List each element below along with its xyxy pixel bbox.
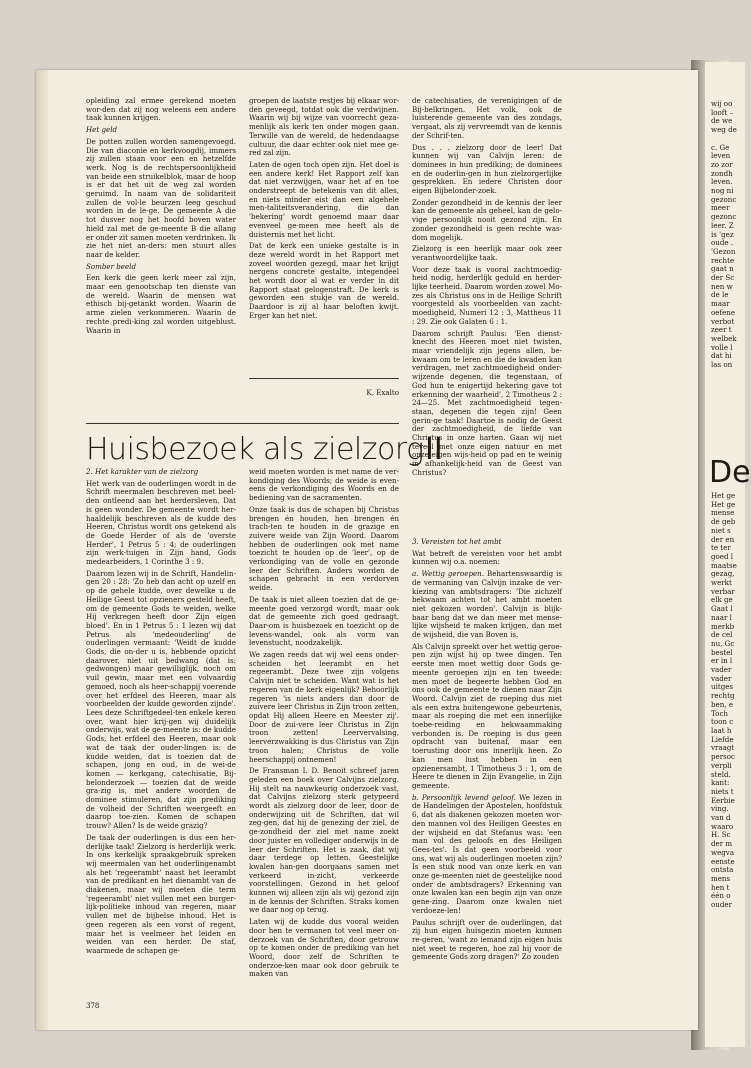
line: oefene xyxy=(711,307,736,317)
line: eenste xyxy=(711,856,735,866)
line: toon c xyxy=(711,717,734,727)
line: Het ge xyxy=(711,491,736,500)
article-part-number: II xyxy=(425,432,443,467)
line: gezonc xyxy=(711,212,737,222)
line: der Sc xyxy=(711,273,735,283)
paragraph: Paulus schrijft over de ouderlingen, dat zij hun eigen huisgezin moeten kunnen re-geren, 'want zo iemand zijn eigen huis niet weet te regeren, hoe zal hij voor de gemeente Gods zorg dragen?' Zo zouden xyxy=(412,917,562,962)
line: verbar xyxy=(711,586,735,596)
line: bestel xyxy=(711,647,733,657)
line: meer xyxy=(711,203,730,213)
divider xyxy=(249,378,399,379)
paragraph: de catechisaties, de verenigingen of de Bij-belkringen. Het volk, ook de luisterende gemeente van des zondags, vergaat, als zij vervreemdt van de kennis der Schrif-ten. xyxy=(412,96,562,140)
line: nu, Gc xyxy=(711,638,735,648)
signature-box xyxy=(249,381,399,397)
line: Eerbie xyxy=(711,795,735,805)
line: Toch xyxy=(711,708,728,718)
line: wegva xyxy=(711,847,735,857)
line: nog ni xyxy=(711,186,734,196)
paragraph: Zielzorg is een heerlijk maar ook zeer verantwoordelijke taak. xyxy=(412,244,562,262)
line: niet s xyxy=(711,525,731,535)
page-number: 378 xyxy=(86,1002,100,1010)
article-title: Huisbezoek als zielzorg xyxy=(86,432,424,467)
line: uitges xyxy=(711,682,734,692)
line: H. Sc xyxy=(711,830,731,840)
line: Liefde xyxy=(711,734,734,744)
subheading-somber-beeld: Somber beeld xyxy=(86,261,136,271)
line: vader xyxy=(711,673,732,683)
line: van d xyxy=(711,813,731,823)
line: ben, e xyxy=(711,699,734,709)
line: vraagt xyxy=(711,743,735,753)
line: werkt xyxy=(711,578,732,588)
line: zo zor xyxy=(711,159,733,169)
line: nen w xyxy=(711,281,733,291)
line: welbek xyxy=(711,333,737,343)
line: elk ge xyxy=(711,595,733,605)
paragraph: Dat de kerk een unieke gestalte is in deze wereld wordt in het Rapport met zoveel woorden gezegd, maar het krijgt nergens concrete gestalte, integendeel het wordt door al wat er verder in dit Rapport staat gelogenstraft. De kerk is geworden een stukje van de wereld. Daardoor is zij al haar beloften kwijt. Erger kan het niet. xyxy=(249,241,399,320)
line: zondh xyxy=(711,168,733,178)
line: er in l xyxy=(711,656,733,666)
line: te ter xyxy=(711,543,731,553)
item-a-text: Behartenswaardig is de vermaning van Calvijn inzake de ver-kiezing van ambtsdragers: 'Die zichzelf bekwaam achten tot het ambt moeten niet gekozen worden'. Calvijn is blijk-baar bang dat we dan meer met mense-lijke wijsheid te maken krijgen, dan met de wijsheid, die van Boven is. xyxy=(412,569,563,640)
line: volle l xyxy=(711,342,733,352)
line: looft – xyxy=(711,107,734,117)
line: ontsta xyxy=(711,865,734,875)
line: leven. xyxy=(711,177,733,187)
paragraph: opleiding zal ermee gerekend moeten wor-den dat zij nog weleens een andere taak kunnen krijgen. xyxy=(86,96,236,123)
line: gezonc xyxy=(711,194,737,204)
line: mense xyxy=(711,508,735,518)
line: gaat n xyxy=(711,264,734,274)
paragraph: groepen de laatste restjes bij elkaar wor-den geveegd, totdat ook die verdwijnen. Waarin wij bij wijze van voorrecht gezа-menlijk als kerk ten onder mogen gaan. Terwille van de wereld, de hedendaagse cultuur, die daar echter ook niet mee ge-red zal zijn. xyxy=(249,96,399,158)
line: de cel xyxy=(711,630,733,640)
subheading-het-geld: Het geld xyxy=(86,125,118,135)
line: leer. Z xyxy=(711,220,734,230)
line: is 'gez xyxy=(711,229,734,239)
paragraph: Zonder gezondheid in de kennis der leer kan de gemeente als geheel, kan de gelo-vige persoonlijk nooit gezond zijn. En zonder gezondheid is geen rechte was-dom mogelijk. xyxy=(412,197,562,242)
paragraph: Daarom lezen wij in de Schrift, Handelin-gen 20 : 28: 'Zo heb dan acht op uzelf en op de gehele kudde, over dewelke u de Heilige Geest tot opzieners gesteld heeft, om de gemeente Gods te weiden, welke Hij verkregen heeft door Zijn eigen bloed'. En in 1 Petrus 5 : 1 lezen wij dat Petrus als 'medeouderling' de ouderlingen vermaant: 'Weidt de kudde Gods, die on-der u is, hebbende opzicht daarover, niet uit bedwang (dat is: gedwongen) maar gewilliglijk, noch om vuil gewin, maar met een volvaardig gemoed, noch als heer-schappij voerende over het erfdeel des Heeren, maar als voorbeelden der kudde geworden zijnde'. Lees deze Schriftgedeel-ten enkele keren over, want hier krij-gen wij duidelijk onderwijs, wat de ge-meente is: de kudde Gods, het erfdeel des Heeren, maar ook wat de taak der ouder-lingen is: de kudde weiden, dat is toezien dat de schapen, jong en oud, in de wei-de komen — kerkgang, catechisatie, Bij-belonderzoek — toezien dat de weide gra-zig is, met andere woorden de dominee stimuleren, dat zijn prediking de volheid der Schriften weergeeft en daarop toe-zien. Komen de schapen trouw? Allen? Is de weide grazig? xyxy=(86,568,236,831)
paragraph: Als Calvijn spreekt over het wettig geroe-pen zijn wijst hij op twee dingen. Ten eerste men moet wettig door Gods ge-meente geroepen zijn en ten tweede: men moet de begeerte hebben God en ons ook de gemeente te dienen naar Zijn Woord. Calvijn ziet de roeping dus niet als een extra buitengewone gebeurtenis, maar als roeping die met een innerlijke toebe-reiding en bekwaammaking verbonden is. De roeping is dus geen opdracht van buitenaf, maar een toerusting door ons innerlijk heen. Zo kan men lust hebben in een opzienersambt, 1 Timotheus 3 : 1, om de Heere te dienen in Zijn Evangelie, in Zijn gemeente. xyxy=(412,641,562,790)
line: ving. xyxy=(711,804,729,814)
paragraph: Onze taak is dus de schapen bij Christus brengen én houden, hen brengen én trach-ten te houden in de grazige en zuivere weide van Zijn Woord. Daarom hebben de ouderlingen ook met name toezicht te houden op de 'leer', op de verkondiging van de volle en gezonde leer der Schriften. Anders worden de schapen gebracht in een verdorven weide. xyxy=(249,504,399,593)
line: gezag, xyxy=(711,569,735,579)
line: Het ge xyxy=(711,499,736,509)
line: de geb xyxy=(711,517,736,527)
paragraph: Voor deze taak is vooral zachtmoedig-heid nodig, herderlijk geduld en herder-lijke teerheid. Daarom worden zowel Mo-zes als Christus ons in de Heilige Schrift voorgesteld als voorbeelden van zacht-moedigheid, Numeri 12 : 3, Mattheus 11 : 29. Zie ook Galaten 6 : 1. xyxy=(412,264,562,326)
main-article-column-3 xyxy=(412,538,562,994)
line: ouder xyxy=(711,900,732,910)
section-heading-2: 2. Het karakter van de zielzorg xyxy=(86,467,199,476)
right-page-text-bottom xyxy=(711,492,741,910)
line: merkb xyxy=(711,621,735,631)
paragraph: Laten de ogen toch open zijn. Het doel is een andere kerk! Het Rapport zelf kan dat niet verzwijgen, waar het af en toe onderstreept de betekenis van dit alles, en niets minder eist dan een algehele men-taliteitsverandering, die dan 'bekering' wordt genoemd maar daar evenveel ge-meen mee heeft als de duisternis met het licht. xyxy=(249,159,399,239)
line: rechte xyxy=(711,255,735,265)
line: rechtg xyxy=(711,691,735,701)
item-a-title: a. Wettig geroepen. xyxy=(412,569,485,579)
line: oude . xyxy=(711,238,734,248)
line: steld. xyxy=(711,769,731,779)
paragraph: De potten zullen worden samengevoegd. Die van diaconie en kerkvoogdij, immers zij zullen staan voor een en hetzelfde werk. Nog is de rechtspersoonlijkheid van beide een struikelblok, maar de hoop is er dat het uit de weg zal worden geruimd. In naam van de solidariteit zullen de vol-le beurzen leeg geschud worden in de le-ge. De gemeente A die tot dusver nog het hoofd boven water hield zal met de ge-meente B die allang er onder zit samen moeten verdrinken. Ik zie het niet an-ders: men stuurt alles naar de kelder. xyxy=(86,136,236,259)
right-page-text-top xyxy=(711,100,741,370)
line: wij oo xyxy=(711,99,733,108)
title-rule xyxy=(86,423,399,424)
paragraph: Een kerk die geen kerk meer zal zijn, maar een genootschap ten dienste van de wereld. Waarin de mensen wat ethisch bij-getankt worden. Waarin de arme zielen verkommeren. Waarin de rechte predi-king zal worden uitgeblust. Waarin in xyxy=(86,273,236,335)
right-page-heading: De xyxy=(709,455,751,490)
paragraph: We zagen reeds dat wij wel eens onder-scheiden het leerambt en het regeerambt. Deze twee zijn volgens Calvijn niet te scheiden. Want wat is het regeren van de kerk eigenlijk? Behoorlijk regeren 'is niets anders dan door de zuivere leer Christus in Zijn troon zetten, opdat Hij alleen Heere en Meester zij'. Door de zui-vere leer Christus in Zijn troon zetten! Leervervalsing, leerverzwakking is dus Christus van Zijn troon halen; Christus de volle heerschappij ontnemen! xyxy=(249,650,399,764)
paragraph: weid moeten worden is met name de ver-kondiging des Woords; de weide is even-eens de verkondiging des Woords en de bediening van de sacramenten. xyxy=(249,467,399,503)
author-signature: K. Exalto xyxy=(366,388,399,397)
paragraph: De taak is niet alleen toezien dat de ge-meente goed verzorgd wordt, maar ook dat de gemeente zich goed gedraagt. Daar-om is huisbezoek en toezicht op de levens-wandel, ook als vorm van levenstucht, noodzakelijk. xyxy=(249,594,399,648)
line: leven xyxy=(711,151,731,161)
line: maatse xyxy=(711,560,737,570)
section-heading-3: 3. Vereisten tot het ambt xyxy=(412,537,502,546)
paragraph: De taak der ouderlingen is dus een her-derlijke taak! Zielzorg is herderlijk werk. In ons kerkelijk spraakgebruik spreken wij meermalen van het ouderlingenambt als het 'regeerambt' naast het leerambt van de predikant en het dienambt van de diakenen, maar wij moeten die term 'regeerambt' niet vullen met een burger-lijk-politieke inhoud van regeren, maar vullen met de bijbelse inhoud. Het is geen regeren als een vorst of regent, maar het is veelmeer het leiden en weiden van een herder. De staf, waarmede de schapen ge- xyxy=(86,832,236,955)
line: c. Ge xyxy=(711,142,730,152)
main-article-column-2 xyxy=(249,468,399,994)
line: waaro xyxy=(711,821,734,831)
paragraph: Daarom schrijft Paulus: 'Een dienst-knecht des Heeren moet niet twisten, maar vriendelijk zijn jegens allen, be-kwaam om te leren en die de kwaden kan verdragen, met zachtmoedigheid onder-wijzende degenen, die tegenstaan, of God hun te enigertijd bekering gave tot erkenning der waarheid', 2 Timotheus 2 : 24—25. Met zachtmoedigheid tegen-staan, degenen die tegen zijn! Geen gerin-ge taak! Daartoe is nodig de Geest der zachtmoedigheid, de liefde van Christus in onze harten. Gaan wij niet teveel met onze eigen natuur en met onze eigen wijs-heid op pad en te weinig in afhankelijk-heid van de Geest van Christus? xyxy=(412,328,562,477)
line: goed l xyxy=(711,551,734,561)
line: de we xyxy=(711,116,733,126)
line: der m xyxy=(711,839,733,849)
paragraph: Wat betreft de vereisten voor het ambt kunnen wij o.a. noemen: xyxy=(412,548,562,567)
line: laat h xyxy=(711,725,732,735)
line: dat hi xyxy=(711,351,732,361)
top-article-column-1 xyxy=(86,97,236,427)
paragraph: Het werk van de ouderlingen wordt in de Schrift meermalen beschreven met beel-den ontleend aan het herdersleven. Dat is geen wonder. De gemeente wordt her-haaldelijk beschreven als de kudde des Heeren, Christus wordt ons getekend als de Goede Herder of als de 'overste Herder', 1 Petrus 5 : 4; de ouderlingen zijn werk-tuigen in Zijn hand, Gods medearbeiders, 1 Corinthe 3 : 9. xyxy=(86,478,236,567)
line: verpli xyxy=(711,760,732,770)
line: weg de xyxy=(711,125,737,135)
main-article-column-1 xyxy=(86,468,236,994)
paragraph: Laten wij de kudde dus vooral weiden door hen te vermanen tot veel meer on-derzoek van de Schriften, door getrouw op te komen onder de prediking van het Woord, door zelf de Schriften te onderzoe-ken maar ook door gebruik te maken van xyxy=(249,917,399,979)
line: 'Gezon xyxy=(711,246,736,256)
line: las on xyxy=(711,360,733,370)
line: maar xyxy=(711,299,730,309)
item-b-text: We lezen in de Handelingen der Apostelen, hoofdstuk 6, dat als diakenen gekozen moeten wor-den mannen vol des Heiligen Geestes en der wijsheid en dat Stefanus was: 'een man vol des geloofs en des Heiligen Gees-tes'. Is dat geen voorbeeld voor ons, wat wij als ouderlingen moeten zijn? Is een stuk nood van onze kerk en van onze ge-meenten niet de geestelijke nood onder de ambtsdragers? Erkenning van onze kwalen kan een begin zijn van onze gene-zing. Daarom onze kwalen niet verdoeze-len! xyxy=(412,792,562,915)
line: der en xyxy=(711,534,735,544)
line: verbot xyxy=(711,316,735,326)
line: niets t xyxy=(711,786,734,796)
paragraph: De Fransman I. D. Benoit schreef jaren geleden een boek over Calvijns zielzorg. Hij stelt na nauwkeurig onderzoek vast, dat Calvijns zielzorg sterk getypeerd wordt als zielzorg door de leer, door de onderwijzing uit de Schriften, dat wil zeg-gen, dat hij de genezing der ziel, de ge-zondheid der ziel met name zoekt door juister en vollediger onderwijs in de leer der Schriften. Het is zaak, dat wij daar terdege op letten. Geestelijke kwalen han-gen doorgaans samen met verkeerd in-zicht, verkeerde voorstellingen. Gezond in het geloof kunnen wij alleen zijn als wij gezond zijn in de kennis der Schriften. Straks komen we daar nog op terug. xyxy=(249,766,399,915)
item-b-title: b. Persoonlijk levend geloof. xyxy=(412,792,516,802)
line: naar l xyxy=(711,612,732,622)
line: de le xyxy=(711,290,729,300)
line: vader xyxy=(711,665,732,675)
line: Gaat l xyxy=(711,604,733,614)
line: mens xyxy=(711,873,731,883)
line: persoc xyxy=(711,752,736,762)
paragraph: Dus . . . zielzorg door de leer! Dat kunnen wij van Calvijn leren: de dominees in hun prediking; de dominees en de ouderlin-gen in hun zielzorgerlijke gesprekken. En iedere Christen door eigen Bijbelonder-zoek. xyxy=(412,142,562,196)
line: één o xyxy=(711,891,731,901)
line: zeer t xyxy=(711,325,732,335)
line: kant: xyxy=(711,778,730,788)
line: hen t xyxy=(711,882,730,892)
